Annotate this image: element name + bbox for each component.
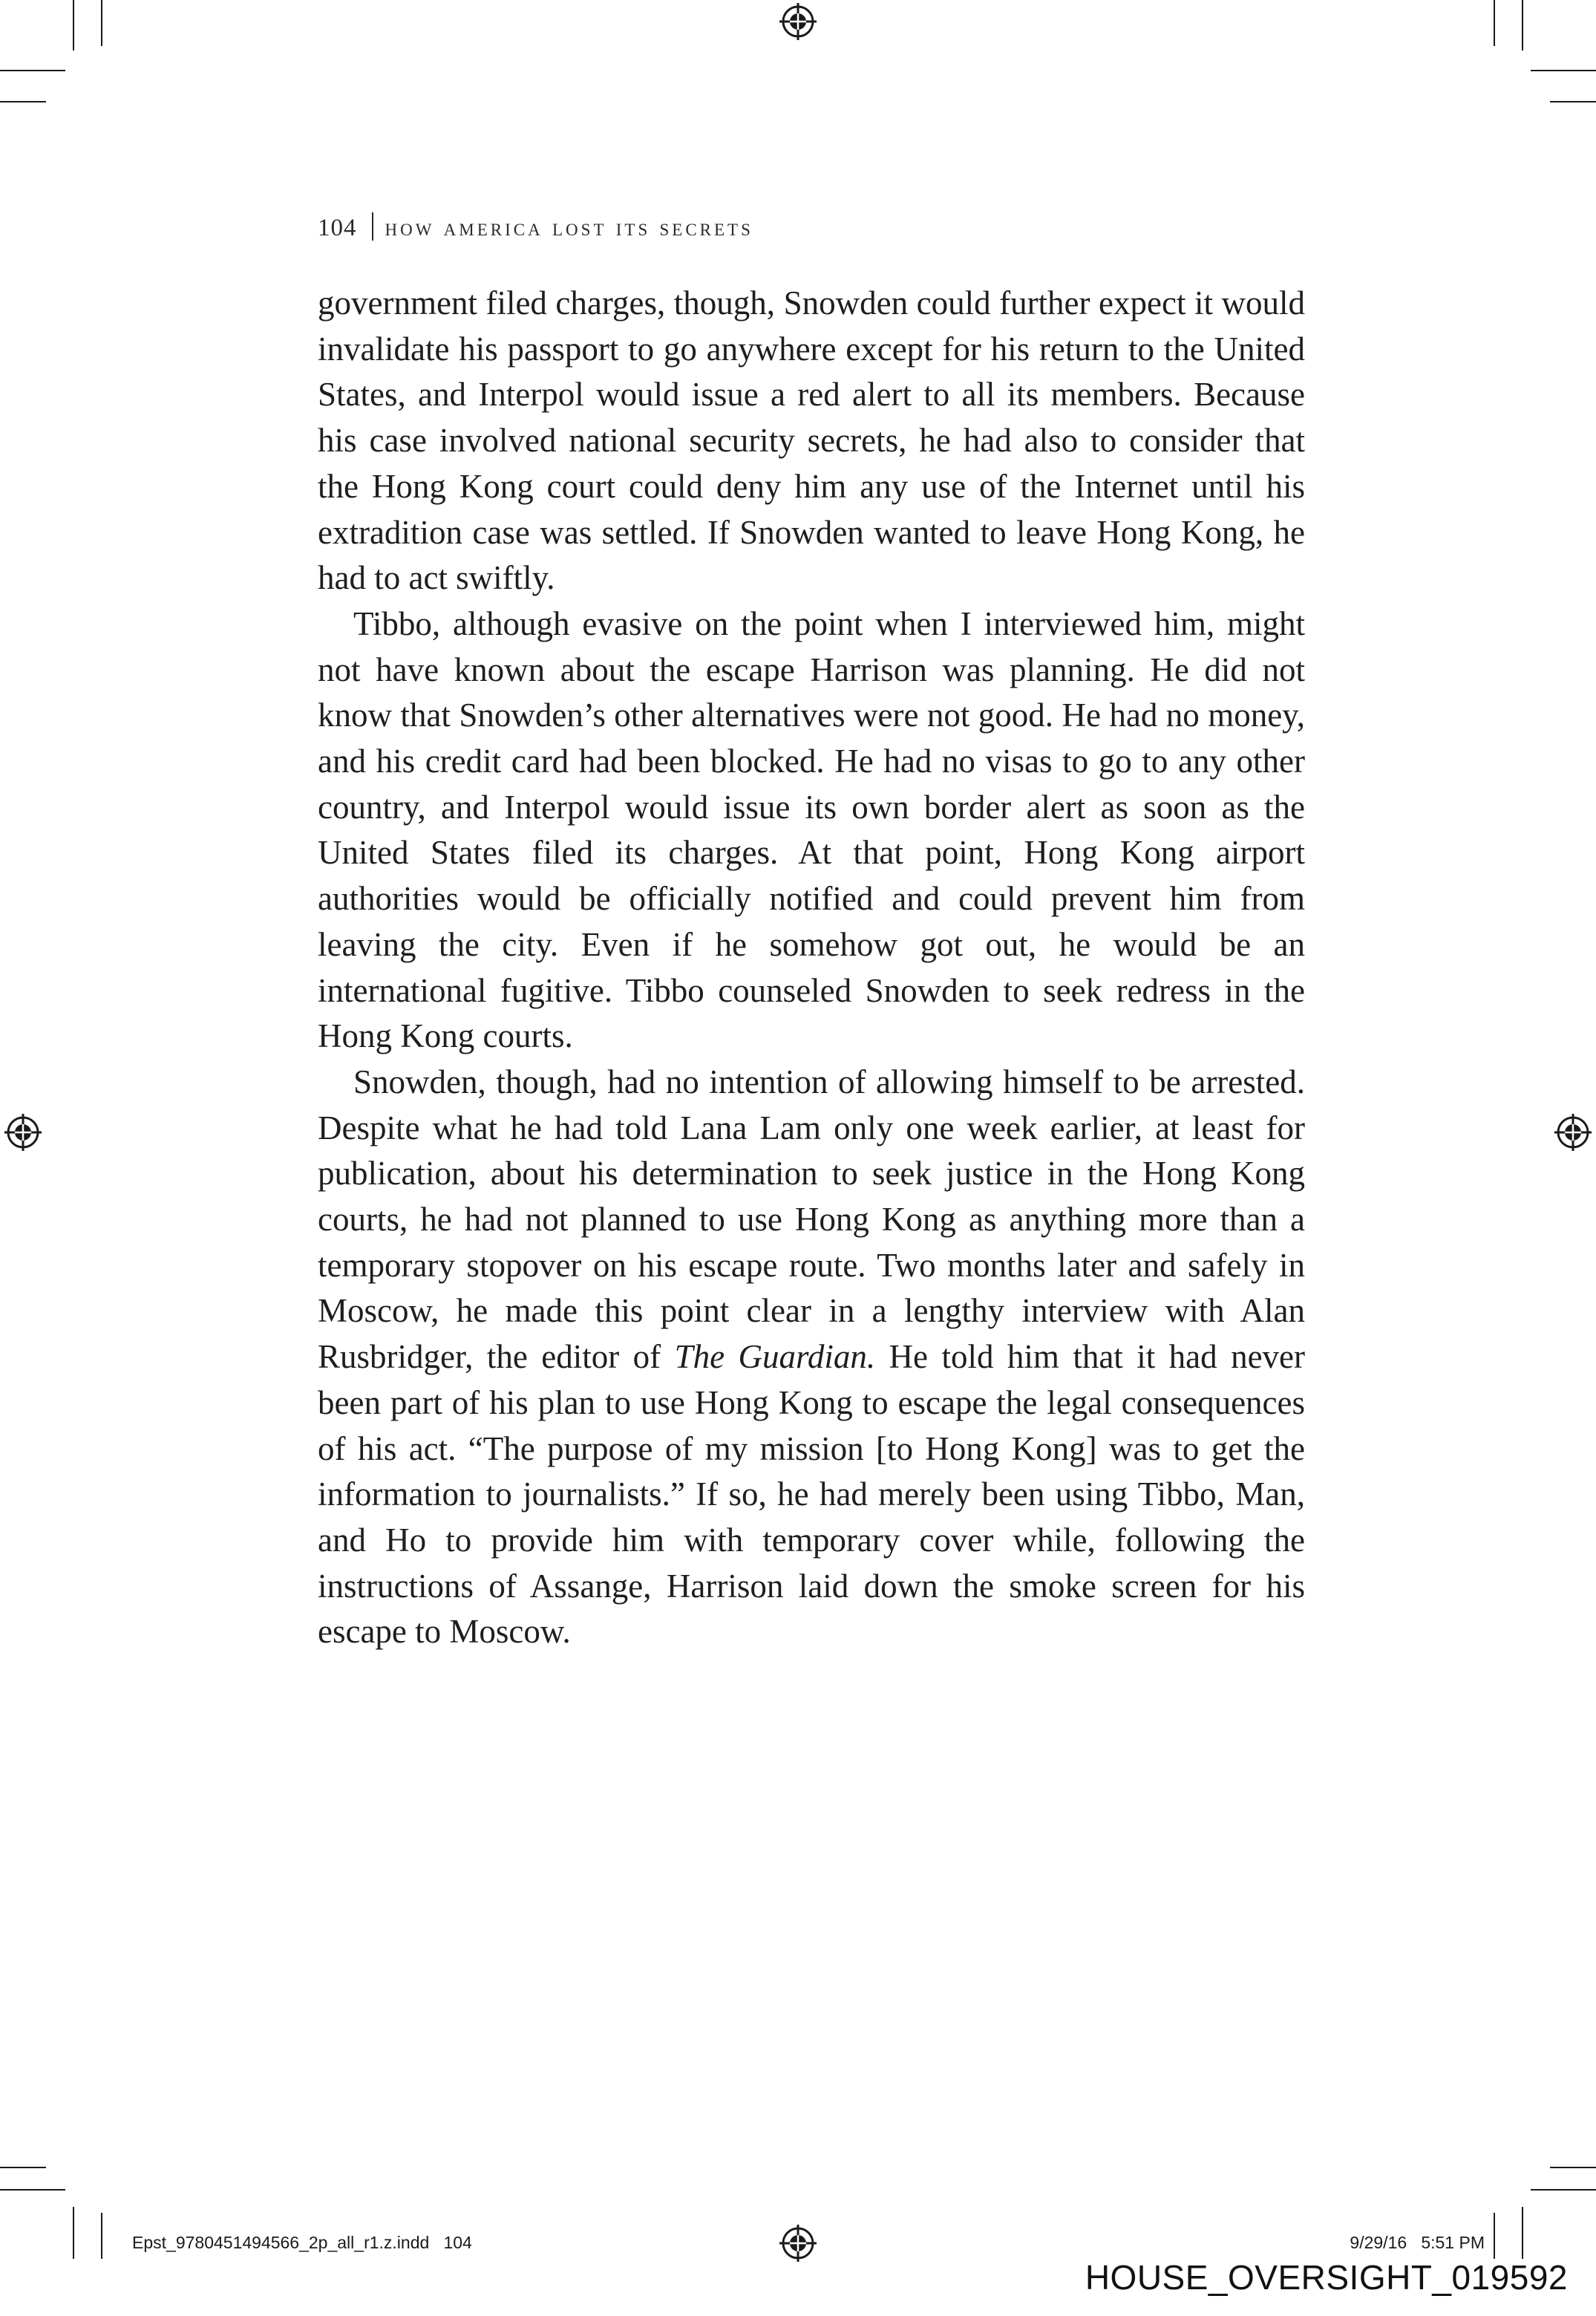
- crop-mark: [1550, 2167, 1596, 2168]
- crop-mark: [0, 101, 46, 102]
- body-text: [318, 281, 1305, 1655]
- book-title: how america lost its secrets: [385, 215, 753, 241]
- crop-mark: [1522, 0, 1523, 50]
- registration-mark-icon: [4, 1114, 42, 1151]
- crop-mark: [1550, 101, 1596, 102]
- paragraph: government filed charges, though, Snowden could further expect it would invalidate his passport to go anywhere except for his return to the United States, and Interpol would issue a red alert to all its members. Because his case involved national security secrets, he had also to consider that the Hong Kong court could deny him any use of the Internet until his extradition case was settled. If Snowden wanted to leave Hong Kong, he had to act swiftly.: [318, 284, 1305, 597]
- crop-mark: [1494, 2213, 1495, 2259]
- paragraph: Tibbo, although evasive on the point when I interviewed him, might not have known about the escape Harrison was planning. He did not know that Snowden’s other alternatives were not good. He had no money, and his credit card had been blocked. He had no visas to go to any other country, and Interpol would issue its own border alert as soon as the United States filed its charges. At that point, Hong Kong airport authorities would be officially notified and could prevent him from leaving the city. Even if he somehow got out, he would be an international fugitive. Tibbo counseled Snowden to seek redress in the Hong Kong courts.: [318, 604, 1305, 1055]
- registration-mark-icon: [1554, 1114, 1592, 1151]
- paragraph-text: He told him that it had never been part of his plan to use Hong Kong to escape the legal consequences of his act. “The purpose of my mission [to Hong Kong] was to get the information to journalists.” If so, he had merely been using Tibbo, Man, and Ho to provide him with temporary cover while, following the instructions of Assange, Harrison laid down the smoke screen for his escape to Moscow.: [318, 1338, 1305, 1651]
- slug-datetime: 9/29/16 5:51 PM: [1350, 2233, 1485, 2252]
- running-head-divider: [372, 212, 373, 241]
- crop-mark: [101, 0, 102, 46]
- slug-file-info: Epst_9780451494566_2p_all_r1.z.indd 104: [132, 2233, 472, 2252]
- crop-mark: [0, 70, 65, 71]
- crop-mark: [73, 0, 74, 50]
- crop-mark: [0, 2167, 46, 2168]
- crop-mark: [1531, 70, 1596, 71]
- crop-mark: [73, 2207, 74, 2259]
- crop-mark: [1494, 0, 1495, 46]
- crop-mark: [0, 2189, 65, 2191]
- paragraph-text: Snowden, though, had no intention of allowing himself to be arrested. Despite what he had told Lana Lam only one week earlier, at least for publication, about his determination to seek justice in the Hong Kong courts, he had not planned to use Hong Kong as anything more than a temporary stopover on his escape route. Two months later and safely in Moscow, he made this point clear in a lengthy interview with Alan Rusbridger, the editor of: [318, 1063, 1305, 1376]
- crop-mark: [1522, 2207, 1523, 2259]
- crop-mark: [1531, 2189, 1596, 2191]
- bates-number: HOUSE_OVERSIGHT_019592: [1085, 2258, 1568, 2297]
- running-head: [318, 212, 753, 242]
- page-number: 104: [318, 215, 357, 241]
- registration-mark-icon: [779, 2225, 817, 2262]
- paragraph: [318, 1060, 1305, 1655]
- crop-mark: [101, 2213, 102, 2259]
- publication-title: The Guardian.: [674, 1338, 876, 1376]
- registration-mark-icon: [779, 3, 817, 40]
